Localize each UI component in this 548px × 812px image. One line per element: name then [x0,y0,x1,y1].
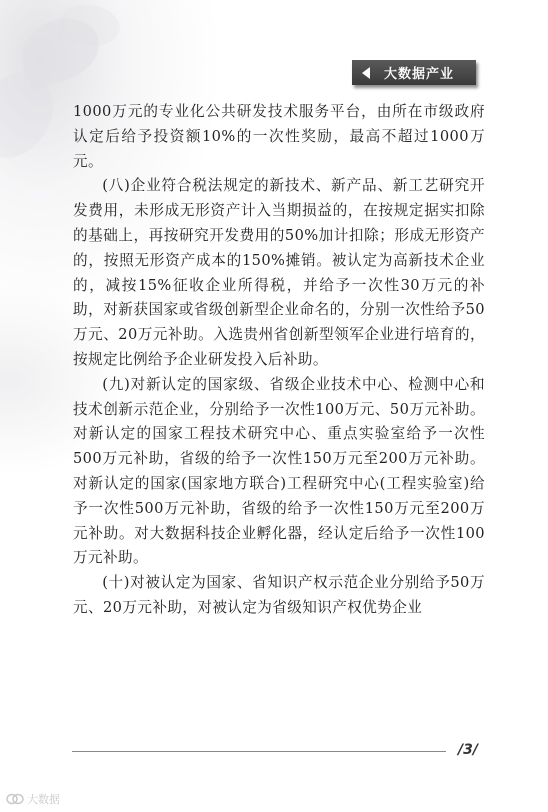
section-header-tab [352,60,476,85]
watermark-text: 大数据 [27,793,60,806]
page-number: /3/ [458,742,478,758]
section-title: 大数据产业 [384,67,455,82]
paragraph-item-10: (十)对被认定为国家、省知识产权示范企业分别给予50万元、20万元补助，对被认定为省级知识产权优势企业 [73,574,485,616]
triangle-left-icon [362,67,370,79]
footer-divider [72,751,446,752]
paragraph-continuation: 1000万元的专业化公共研发技术服务平台，由所在市级政府认定后给予投资额10%的一次性奖励，最高不超过1000万元。 [73,103,485,170]
watermark-logo-icon [6,793,24,805]
paragraph-item-8: (八)企业符合税法规定的新技术、新产品、新工艺研究开发费用，未形成无形资产计入当期损益的，在按规定据实扣除的基础上，再按研究开发费用的50%加计扣除；形成无形资产的，按照无形资产成本的150%摊销。被认定为高新技术企业的，减按15%征收企业所得税，并给予一次性30万元的补助，对新获国家或省级创新型企业命名的，分别一次性给予50万元、20万元补助。入选贵州省创新型领军企业进行培育的，按规定比例给予企业研发投入后补助。 [73,177,485,368]
paragraph-item-9: (九)对新认定的国家级、省级企业技术中心、检测中心和技术创新示范企业，分别给予一次性100万元、50万元补助。对新认定的国家工程技术研究中心、重点实验室给予一次性500万元补助，省级的给予一次性150万元至200万元补助。对新认定的国家(国家地方联合)工程研究中心(工程实验室)给予一次性500万元补助，省级的给予一次性150万元至200万元补助。对大数据科技企业孵化器，经认定后给予一次性100万元补助。 [73,375,485,567]
body-text [73,100,485,621]
watermark [6,791,60,807]
